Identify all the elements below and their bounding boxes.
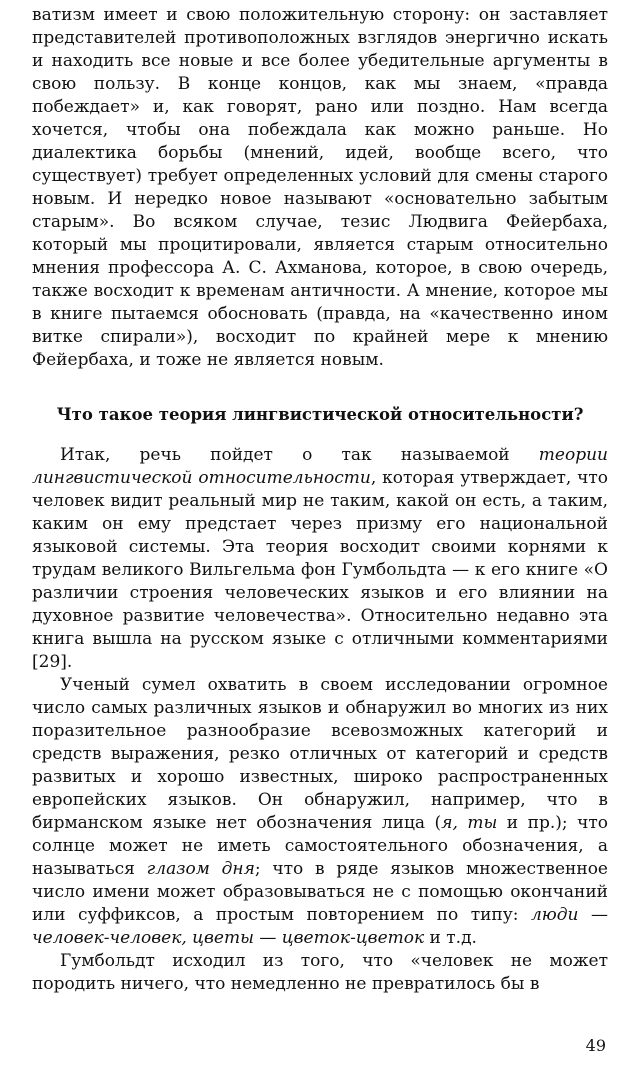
text-segment: Итак, речь пойдет о так называемой xyxy=(60,445,539,465)
text-segment: Ученый сумел охватить в своем исследовании огромное число самых различных языков и обнаружил во многих из них поразительное разнообразие всевозможных категорий и средств выражения, резко отличных от категорий и средств развитых и хорошо известных, широко распространенных европейских языков. Он обнаружил, например, что в бирманском языке нет обозначения лица ( xyxy=(32,675,608,833)
text-segment: ; что в ряде языков множественное число имени может образовываться не с помощью окончаний или суффиксов, а простым повторением по типу: xyxy=(32,859,608,925)
page-number: 49 xyxy=(585,1036,606,1055)
section-heading: Что такое теория лингвистической относительности? xyxy=(56,405,584,424)
paragraph-humboldt-quote: Гумбольдт исходил из того, что «человек не может породить ничего, что немедленно не превратилось бы в xyxy=(32,951,608,994)
italic-example: я, ты xyxy=(441,813,498,833)
paragraph-theory-intro xyxy=(32,444,608,674)
italic-term: теории лингвистической относительности xyxy=(32,445,608,488)
italic-example: глазом дня xyxy=(146,859,255,879)
paragraph-humboldt-research xyxy=(32,674,608,950)
text-segment: , которая утверждает, что человек видит реальный мир не таким, какой он есть, а таким, каким он ему предстает через призму его национальной языковой системы. Эта теория восходит своими корнями к трудам великого Вильгельма фон Гумбольдта — к его книге «О различии строения человеческих языков и его влиянии на духовное развитие человечества». Относительно недавно эта книга вышла на русском языке с отличными комментариями [29]. xyxy=(32,468,608,672)
text-segment: и пр.); что солнце может не иметь самостоятельного обозначения, а называться xyxy=(32,813,608,879)
text-segment: и т.д. xyxy=(424,928,477,948)
italic-example: люди — человек-человек, цветы — цветок-цветок xyxy=(32,905,608,948)
paragraph-continued: ватизм имеет и свою положительную сторону: он заставляет представителей противоположных взглядов энергично искать и находить все новые и все более убедительные аргументы в свою пользу. В конце концов, как мы знаем, «правда побеждает» и, как говорят, рано или поздно. Нам всегда хочется, чтобы она побеждала как можно раньше. Но диалектика борьбы (мнений, идей, вообще всего, что существует) требует определенных условий для смены старого новым. И нередко новое называют «основательно забытым старым». Во всяком случае, тезис Людвига Фейербаха, который мы процитировали, является старым относительно мнения профессора А. С. Ахманова, которое, в свою очередь, также восходит к временам античности. А мнение, которое мы в книге пытаемся обосновать (правда, на «качественно ином витке спирали»), восходит по крайней мере к мнению Фейербаха, и тоже не является новым. xyxy=(32,5,608,370)
